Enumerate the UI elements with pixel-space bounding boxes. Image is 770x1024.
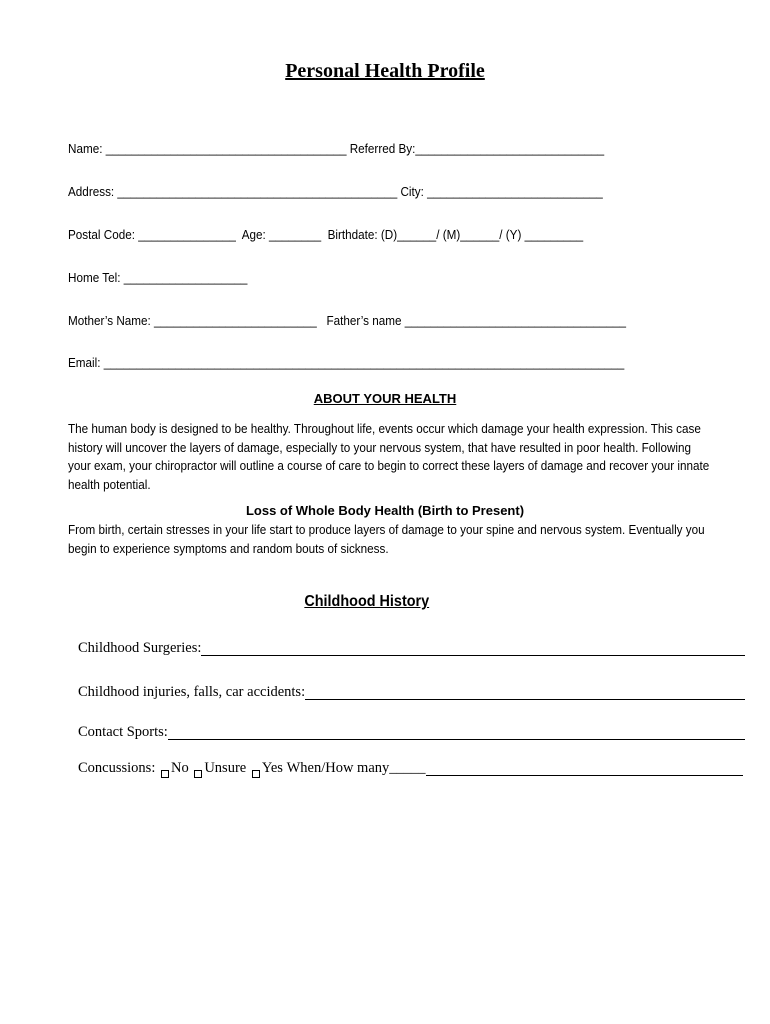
loss-line: begin to experience symptoms and random bouts of sickness.: [68, 540, 389, 556]
concussion-when-label: When/How many_____: [286, 760, 426, 776]
concussion-unsure-checkbox[interactable]: [194, 770, 202, 778]
concussion-no-checkbox[interactable]: [161, 770, 169, 778]
childhood-injuries-field[interactable]: [78, 683, 745, 703]
childhood-injuries-blank[interactable]: [305, 698, 745, 700]
concussion-unsure-label: Unsure: [204, 760, 247, 776]
concussion-yes-label: Yes: [261, 760, 283, 776]
contact-sports-field[interactable]: [78, 723, 745, 743]
contact-sports-label: Contact Sports:: [78, 724, 168, 740]
loss-health-heading: Loss of Whole Body Health (Birth to Present): [245, 503, 525, 518]
email-line[interactable]: Email: ________________________________________________________________________________: [68, 355, 625, 370]
postal-age-birthdate-line[interactable]: Postal Code: _______________ Age: ________ Birthdate: (D)______/ (M)______/ (Y) _________: [68, 227, 584, 242]
contact-sports-blank[interactable]: [168, 738, 745, 740]
name-referred-line[interactable]: Name: _____________________________________ Referred By:_____________________________: [68, 141, 605, 156]
concussion-yes-checkbox[interactable]: [252, 770, 260, 778]
concussion-no-label: No: [170, 760, 189, 776]
concussions-label: Concussions:: [78, 760, 156, 776]
childhood-surgeries-label: Childhood Surgeries:: [78, 640, 202, 656]
loss-health-paragraph: [68, 521, 741, 558]
about-health-heading: ABOUT YOUR HEALTH: [313, 391, 457, 406]
concussion-when-blank[interactable]: [426, 774, 743, 776]
loss-line: From birth, certain stresses in your life start to produce layers of damage to your spine and nervous system. Eventually you: [68, 522, 705, 537]
parents-names-line[interactable]: Mother’s Name: _________________________ Father’s name __________________________________: [68, 313, 626, 328]
home-tel-line[interactable]: Home Tel: ___________________: [68, 270, 248, 285]
about-line: your exam, your chiropractor will outline a course of care to begin to correct these layers of damage and recover your innate: [68, 458, 710, 473]
page-title: Personal Health Profile: [285, 60, 485, 82]
concussions-field[interactable]: [78, 760, 743, 779]
childhood-surgeries-field[interactable]: [78, 639, 745, 659]
childhood-surgeries-blank[interactable]: [201, 654, 745, 656]
about-health-paragraph: [68, 420, 741, 494]
about-line: The human body is designed to be healthy. Throughout life, events occur which damage your health expression. This case: [68, 421, 701, 436]
about-line: history will uncover the layers of damage, especially to your nervous system, that have resulted in poor health. Following: [68, 439, 692, 455]
childhood-history-heading: Childhood History: [304, 593, 430, 610]
about-line: health potential.: [68, 476, 151, 492]
address-city-line[interactable]: Address: ___________________________________________ City: ___________________________: [68, 184, 603, 199]
childhood-injuries-label: Childhood injuries, falls, car accidents:: [78, 684, 306, 700]
